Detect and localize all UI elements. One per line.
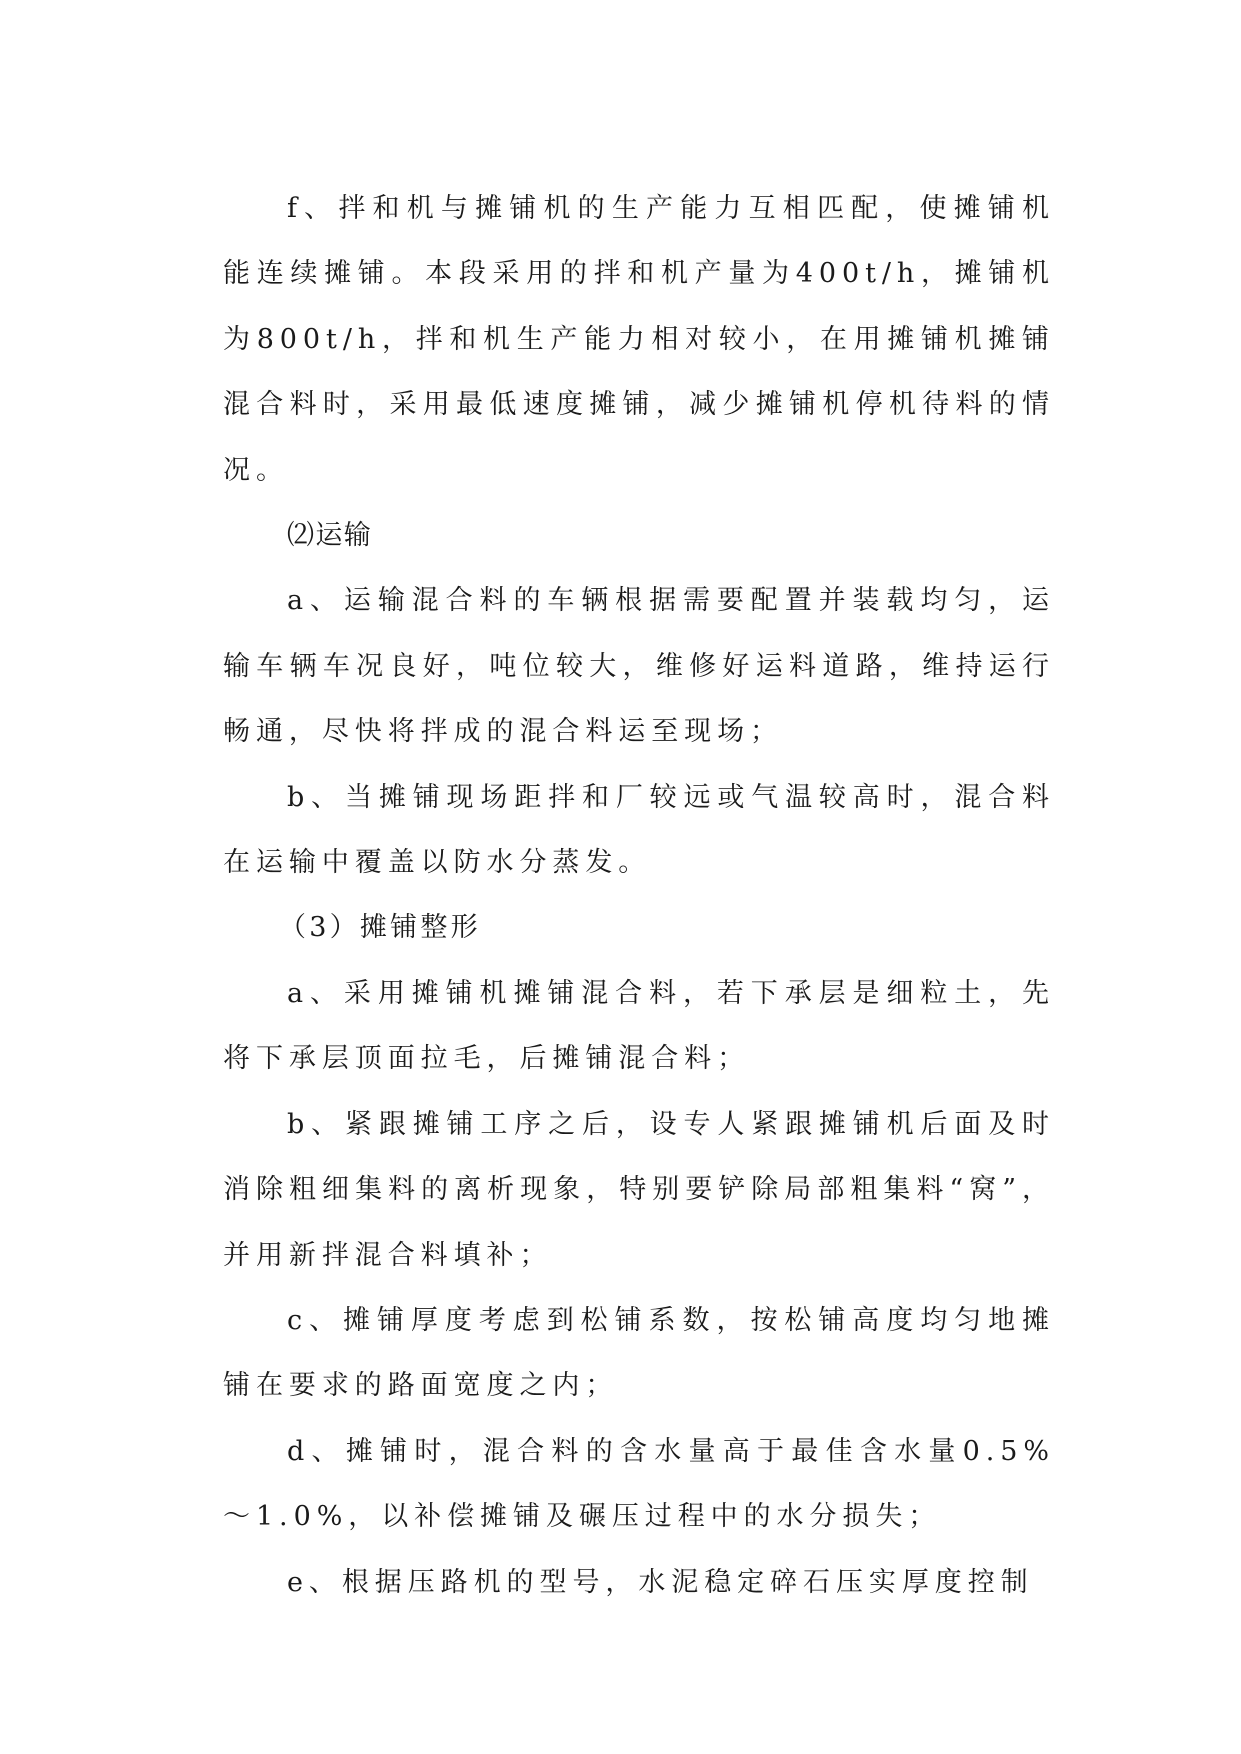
section-heading-paving-shaping: （3）摊铺整形 [279,912,481,944]
paragraph-loose-thickness: c、摊铺厚度考虑到松铺系数，按松铺高度均匀地摊铺在要求的路面宽度之内； [223,1304,1055,1402]
section-heading-transport: ⑵运输 [287,520,373,552]
document-page [223,176,1055,1615]
paragraph-segregation-control: b、紧跟摊铺工序之后，设专人紧跟摊铺机后面及时消除粗细集料的离析现象，特别要铲除局部粗集料“窝”，并用新拌混合料填补； [223,1108,1055,1271]
paragraph-moisture-content: d、摊铺时，混合料的含水量高于最佳含水量0.5%～1.0%，以补偿摊铺及碾压过程中的水分损失； [223,1435,1055,1533]
paragraph-transport-vehicles: a、运输混合料的车辆根据需要配置并装载均匀，运输车辆车况良好，吨位较大，维修好运料道路，维持运行畅通，尽快将拌成的混合料运至现场； [223,585,1055,748]
paragraph-compaction-thickness: e、根据压路机的型号，水泥稳定碎石压实厚度控制 [287,1566,1034,1598]
paragraph-mixer-paver-capacity: f、拌和机与摊铺机的生产能力互相匹配，使摊铺机能连续摊铺。本段采用的拌和机产量为400t/h，摊铺机为800t/h，拌和机生产能力相对较小，在用摊铺机摊铺混合料时，采用最低速度摊铺，减少摊铺机停机待料的情况。 [223,193,1055,486]
paragraph-transport-covering: b、当摊铺现场距拌和厂较远或气温较高时，混合料在运输中覆盖以防水分蒸发。 [223,781,1055,879]
paragraph-paving-method: a、采用摊铺机摊铺混合料，若下承层是细粒土，先将下承层顶面拉毛，后摊铺混合料； [223,977,1055,1075]
